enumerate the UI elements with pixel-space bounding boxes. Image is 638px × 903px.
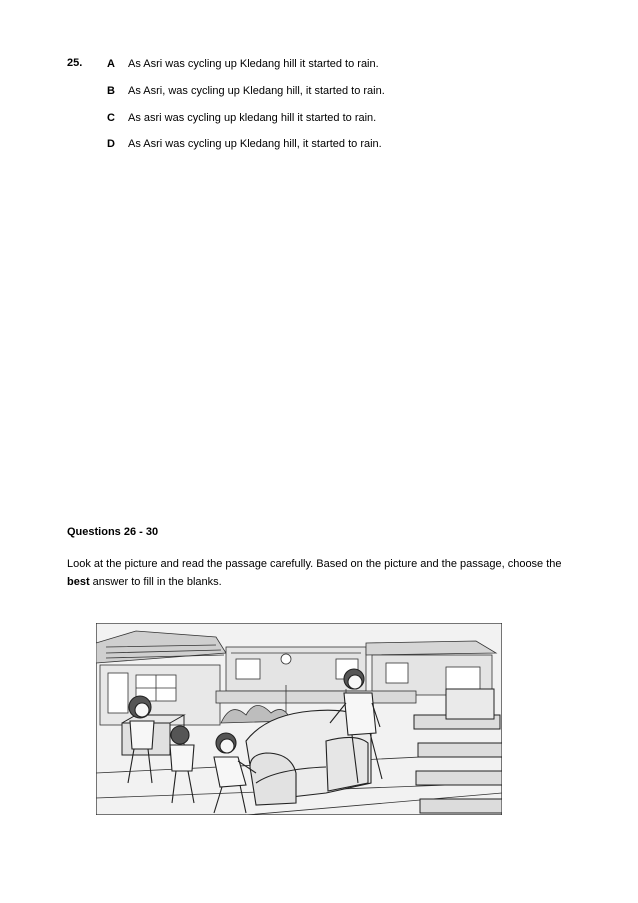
option-d — [107, 137, 382, 151]
option-a-text: As Asri was cycling up Kledang hill it started to rain. — [128, 58, 379, 70]
instruction-part1: Look at the picture and read the passage carefully. Based on the picture and the passage, choose the — [67, 558, 562, 570]
option-c-text: As asri was cycling up kledang hill it started to rain. — [128, 112, 377, 124]
moving-house-illustration — [96, 623, 502, 815]
option-b-text: As Asri, was cycling up Kledang hill, it started to rain. — [128, 85, 385, 97]
instruction-part2: answer to fill in the blanks. — [89, 576, 222, 588]
option-c — [107, 111, 376, 125]
question-25-number: 25. — [67, 57, 83, 69]
section-title: Questions 26 - 30 — [67, 526, 159, 538]
option-a — [107, 57, 379, 71]
option-d-text: As Asri was cycling up Kledang hill, it started to rain. — [128, 138, 382, 150]
instructions — [67, 555, 587, 591]
option-b-letter: B — [107, 85, 115, 97]
option-a-letter: A — [107, 58, 115, 70]
instruction-bold: best — [67, 576, 90, 588]
option-c-letter: C — [107, 112, 115, 124]
option-d-letter: D — [107, 138, 115, 150]
option-b — [107, 84, 385, 98]
